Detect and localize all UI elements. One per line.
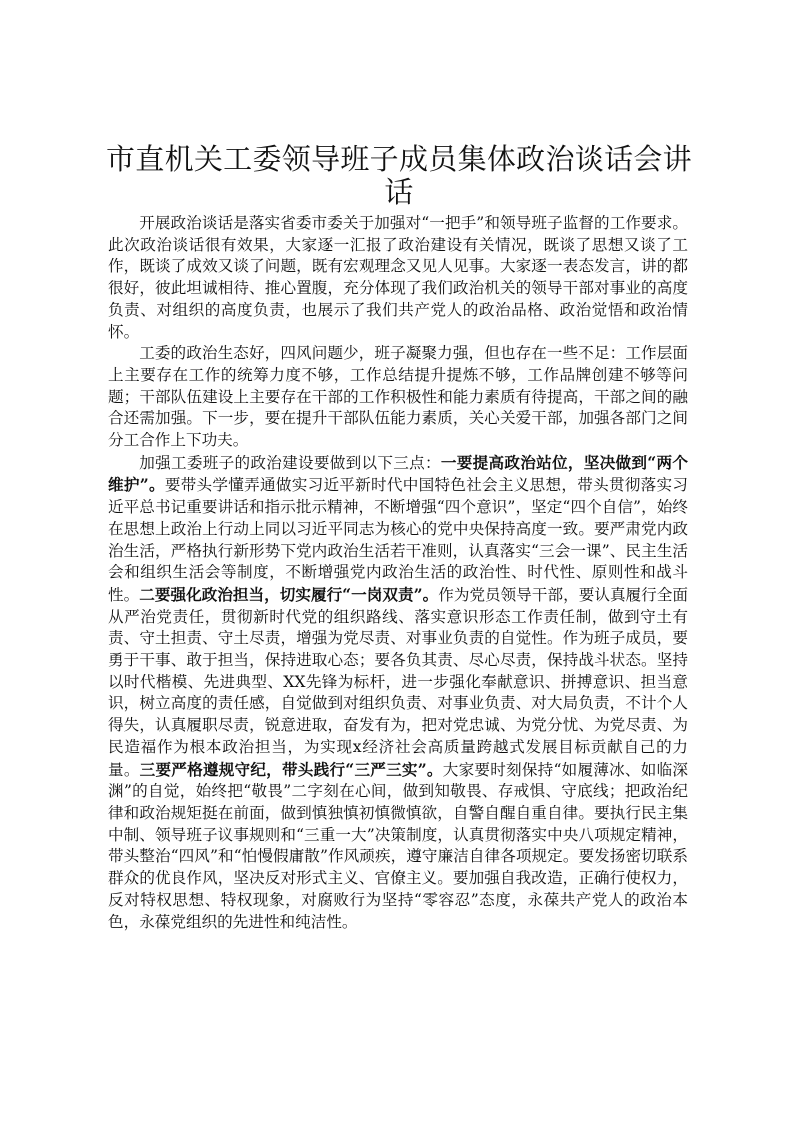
paragraph-3 (108, 452, 688, 933)
paragraph-text: 工委的政治生态好，四风问题少，班子凝聚力强，但也存在一些不足：工作层面上主要存在工作的统筹力度不够，工作总结提升提炼不够，工作品牌创建不够等问题；干部队伍建设上主要存在干部的工作积极性和能力素质有待提高，干部之间的融合还需加强。下一步，要在提升干部队伍能力素质，关心关爱干部，加强各部门之间分工合作上下功夫。 (108, 344, 688, 450)
document-body (108, 213, 688, 933)
paragraph-2 (108, 343, 688, 452)
point-one-heading: 一要提高政治站位，坚决做到“两个维护”。 (108, 452, 688, 495)
paragraph-text: 要带头学懂弄通做实习近平新时代中国特色社会主义思想，带头贯彻落实习近平总书记重要讲话和指示批示精神，不断增强“四个意识”，坚定“四个自信”，始终在思想上政治上行动上同以习近平同志为核心的党中央保持高度一致。要严肃党内政治生活，严格执行新形势下党内政治生活若干准则，认真落实“三会一课”、民主生活会和组织生活会等制度，不断增强党内政治生活的政治性、时代性、原则性和战斗性。 (108, 476, 688, 604)
point-two-heading: 二要强化政治担当，切实履行“一岗双责”。 (139, 584, 439, 604)
document-title: 市直机关工委领导班子成员集体政治谈话会讲话 (105, 142, 692, 209)
paragraph-text: 开展政治谈话是落实省委市委关于加强对“一把手”和领导班子监督的工作要求。此次政治谈话很有效果，大家逐一汇报了政治建设有关情况，既谈了思想又谈了工作，既谈了成效又谈了问题，既有宏观理念又见人见事。大家逐一表态发言，讲的都很好，彼此坦诚相待、推心置腹，充分体现了我们政治机关的领导干部对事业的高度负责、对组织的高度负责，也展示了我们共产党人的政治品格、政治觉悟和政治情怀。 (108, 214, 688, 341)
paragraph-text: 大家要时刻保持“如履薄冰、如临深渊”的自觉，始终把“敬畏”二字刻在心间，做到知敬畏、存戒惧、守底线；把政治纪律和政治规矩挺在前面，做到慎独慎初慎微慎欲，自警自醒自重自律。要执行民主集中制、领导班子议事规则和“三重一大”决策制度，认真贯彻落实中央八项规定精神，带头整治“四风”和“怕慢假庸散”作风顽疾，遵守廉洁自律各项规定。要发扬密切联系群众的优良作风，坚决反对形式主义、官僚主义。要加强自我改造，正确行使权力，反对特权思想、特权现象，对腐败行为坚持“零容忍”态度，永葆共产党人的政治本色，永葆党组织的先进性和纯洁性。 (108, 760, 688, 931)
paragraph-text: 作为党员领导干部，要认真履行全面从严治党责任，贯彻新时代党的组织路线、落实意识形态工作责任制，做到守土有责、守土担责、守土尽责，增强为党尽责、对事业负责的自觉性。作为班子成员，要勇于干事、敢于担当，保持进取心态；要各负其责、尽心尽责，保持战斗状态。坚持以时代楷模、先进典型、XX先锋为标杆，进一步强化奉献意识、拼搏意识、担当意识，树立高度的责任感，自觉做到对组织负责、对事业负责、对大局负责，不计个人得失，认真履职尽责，锐意进取，奋发有为，把对党忠诚、为党分忧、为党尽责、为民造福作为根本政治担当，为实现x经济社会高质量跨越式发展目标贡献自己的力量。 (108, 585, 688, 779)
paragraph-1 (108, 213, 688, 343)
point-three-heading: 三要严格遵规守纪，带头践行“三严三实”。 (139, 759, 443, 779)
paragraph-text: 加强工委班子的政治建设要做到以下三点： (139, 453, 441, 472)
